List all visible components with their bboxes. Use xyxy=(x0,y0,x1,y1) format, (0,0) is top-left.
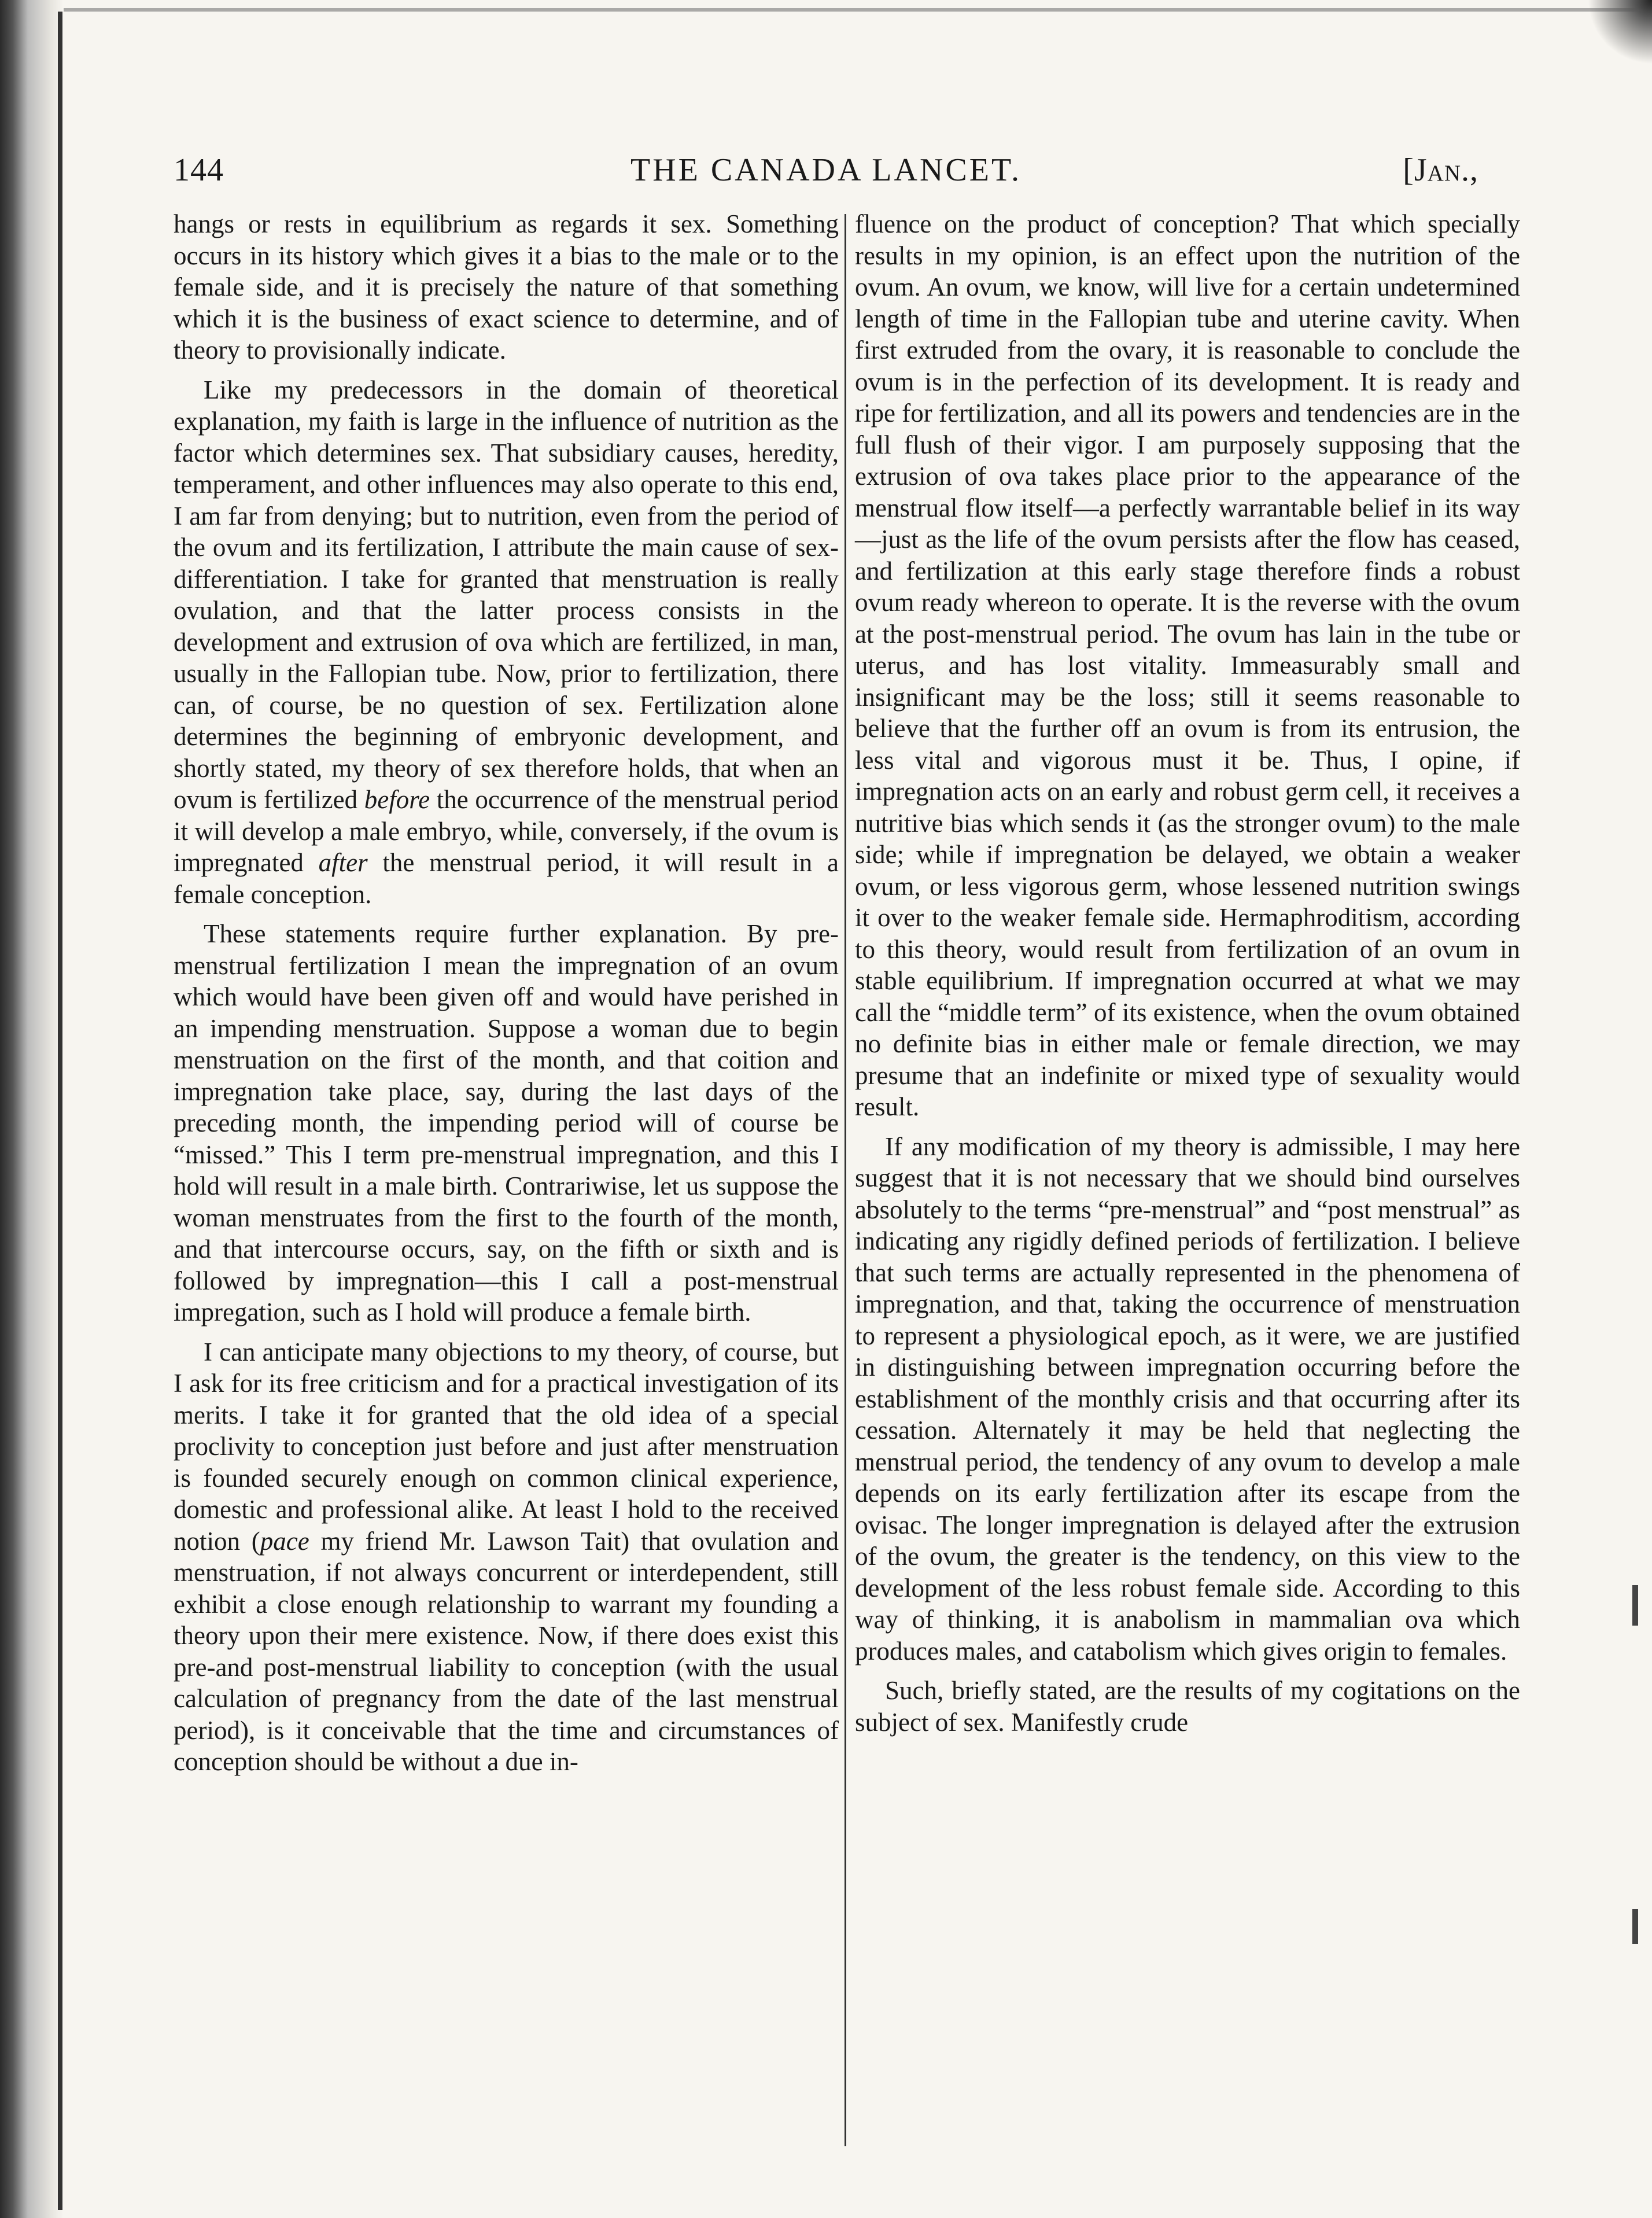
page-edge-mark xyxy=(1632,1909,1638,1944)
left-paragraph-4: I can anticipate many objections to my theory, of course, but I ask for its free criticism and for a practical investigation of its merits. I take it for granted that the old idea of a special proclivity to conception just before and just after menstruation is founded securely enough on common clinical experience, domestic and professional alike. At least I hold to the received notion (pace my friend Mr. Lawson Tait) that ovulation and menstruation, if not always concurrent or interdependent, still exhibit a close enough relationship to warrant my founding a theory upon their mere existence. Now, if there does exist this pre-and post-menstrual liability to conception (with the usual calculation of pregnancy from the date of the last menstrual period), is it conceivable that the time and circumstances of conception should be without a due in- xyxy=(174,1337,839,1776)
corner-scan-smudge xyxy=(1583,0,1652,69)
top-edge-rule xyxy=(64,8,1652,12)
emphasis-after: after xyxy=(318,848,368,877)
running-header xyxy=(174,152,1478,198)
emphasis-before: before xyxy=(364,785,430,814)
book-binding-edge xyxy=(0,0,64,2218)
left-column xyxy=(174,208,839,2175)
page-number: 144 xyxy=(174,152,224,188)
journal-title: THE CANADA LANCET. xyxy=(630,152,1022,188)
binding-rule xyxy=(58,12,62,2210)
left-paragraph-1: hangs or rests in equilibrium as regards it sex. Something occurs in its history which gives it a bias to the male or to the female side, and it is precisely the nature of that something which it is the business of exact science to determine, and of theory to provisionally indicate. xyxy=(174,209,839,364)
right-paragraph-3: Such, briefly stated, are the results of my cogitations on the subject of sex. Manifestly crude xyxy=(855,1676,1520,1737)
left-paragraph-3: These statements require further explanation. By pre-menstrual fertilization I mean the impregnation of an ovum which would have been given off and would have perished in an impending menstruation. Suppose a woman due to begin menstruation on the first of the month, and that coition and impregnation take place, say, during the last days of the preceding month, the impending period will of course be “missed.” This I term pre-menstrual impregnation, and this I hold will result in a male birth. Contrariwise, let us suppose the woman menstruates from the first to the fourth of the month, and that intercourse occurs, say, on the fifth or sixth and is followed by impregnation—this I call a post-menstrual impregation, such as I hold will produce a female birth. xyxy=(174,919,839,1327)
right-paragraph-2: If any modification of my theory is admissible, I may here suggest that it is not necessary that we should bind ourselves absolutely to the terms “pre-menstrual” and “post menstrual” as indicating any rigidly defined periods of fertilization. I believe that such terms are actually represented in the phenomena of impregnation, and that, taking the occurrence of menstruation to represent a physiological epoch, as it were, we are justified in distinguishing between impregnation occurring before the establishment of the monthly crisis and that occurring after its cessation. Alternately it may be held that neglecting the menstrual period, the tendency of any ovum to develop a male depends on its early fertilization after its escape from the ovisac. The longer impregnation is delayed after the extrusion of the ovum, the greater is the tendency, on this view to the development of the less robust female side. According to this way of thinking, it is anabolism in mammalian ova which produces males, and catabolism which gives origin to females. xyxy=(855,1132,1520,1666)
left-paragraph-2: Like my predecessors in the domain of theoretical explanation, my faith is large in the influence of nutrition as the factor which determines sex. That subsidiary causes, heredity, temperament, and other influences may also operate to this end, I am far from denying; but to nutrition, even from the period of the ovum and its fertilization, I attribute the main cause of sex-differentiation. I take for granted that menstruation is really ovulation, and that the latter process consists in the development and extrusion of ova which are fertilized, in man, usually in the Fallopian tube. Now, prior to fertilization, there can, of course, be no question of sex. Fertilization alone determines the beginning of embryonic development, and shortly stated, my theory of sex therefore holds, that when an ovum is fertilized before the occurrence of the menstrual period it will develop a male embryo, while, conversely, if the ovum is impregnated after the menstrual period, it will result in a female conception. xyxy=(174,375,839,909)
column-divider xyxy=(845,214,846,2146)
emphasis-pace: pace xyxy=(260,1526,309,1556)
issue-month: [Jan., xyxy=(1403,152,1478,188)
right-paragraph-1: fluence on the product of conception? That which specially results in my opinion, is an effect upon the nutrition of the ovum. An ovum, we know, will live for a certain undetermined length of time in the Fallopian tube and uterine cavity. When first extruded from the ovary, it is reasonable to conclude the ovum is in the perfection of its development. It is ready and ripe for fertilization, and all its powers and tendencies are in the full flush of their vigor. I am purposely supposing that the extrusion of ova takes place prior to the appearance of the menstrual flow itself—a perfectly warrantable belief in its way—just as the life of the ovum persists after the flow has ceased, and fertilization at this early stage therefore finds a robust ovum ready whereon to operate. It is the reverse with the ovum at the post-menstrual period. The ovum has lain in the tube or uterus, and has lost vitality. Immeasurably small and insignificant may be the loss; still it seems reasonable to believe that the further off an ovum is from its entrusion, the less vital and vigorous must it be. Thus, I opine, if impregnation acts on an early and robust germ cell, it receives a nutritive bias which sends it (as the stronger ovum) to the male side; while if impregnation be delayed, we obtain a weaker ovum, or less vigorous germ, whose lessened nutrition swings it over to the weaker female side. Hermaphroditism, according to this theory, would result from fertilization of an ovum in stable equilibrium. If impregnation occurred at what we may call the “middle term” of its existence, when the ovum obtained no definite bias in either male or female direction, we may presume that an indefinite or mixed type of sexuality would result. xyxy=(855,209,1520,1121)
right-column xyxy=(855,208,1520,2175)
page-edge-mark xyxy=(1632,1585,1638,1626)
